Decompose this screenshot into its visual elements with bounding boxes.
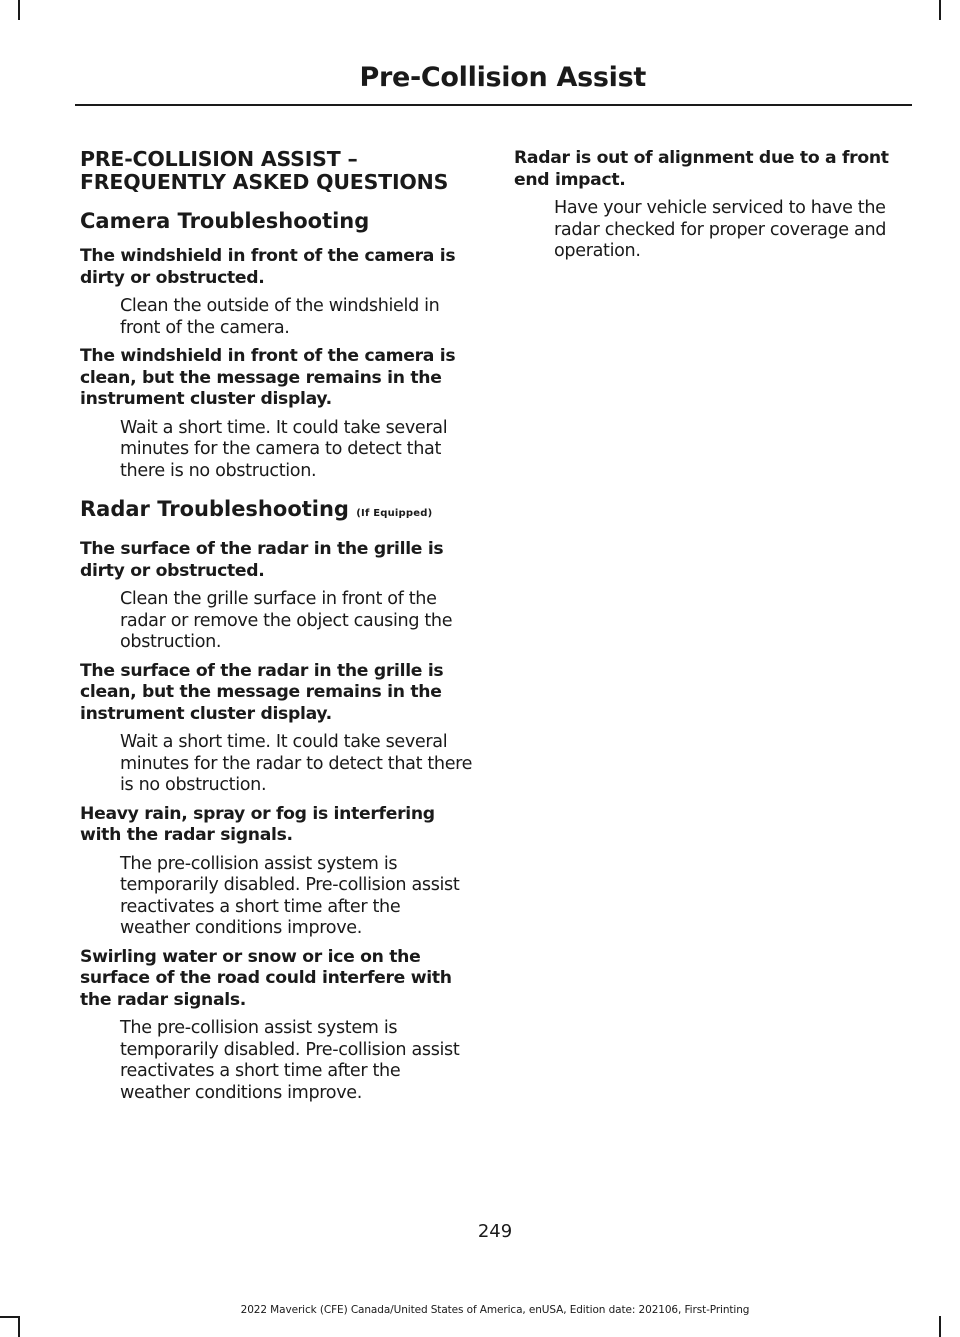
camera-condition-1: The windshield in front of the camera is dirty or obstructed.	[80, 246, 456, 288]
crop-mark-bottom-left	[18, 1316, 20, 1337]
crop-mark-bottom-left-h	[0, 1316, 20, 1318]
section-title: PRE-COLLISION ASSIST – FREQUENTLY ASKED QUESTIONS	[80, 147, 449, 194]
footer-edition-info: 2022 Maverick (CFE) Canada/United States of America, enUSA, Edition date: 202106, First-Printing	[240, 1304, 750, 1316]
radar-action-4: The pre-collision assist system is temporarily disabled. Pre-collision assist reactivates a short time after the weather conditions improve.	[120, 1018, 460, 1103]
radar-condition-2: The surface of the radar in the grille is clean, but the message remains in the instrument cluster display.	[80, 660, 444, 724]
radar-alignment-condition: Radar is out of alignment due to a front end impact.	[514, 148, 889, 190]
radar-condition-1: The surface of the radar in the grille is dirty or obstructed.	[80, 539, 444, 581]
right-column	[514, 148, 910, 270]
radar-condition-3: Heavy rain, spray or fog is interfering with the radar signals.	[80, 803, 435, 845]
page-header-title: Pre-Collision Assist	[359, 62, 646, 93]
camera-action-2: Wait a short time. It could take several minutes for the camera to detect that there is no obstruction.	[120, 417, 448, 481]
crop-mark-bottom-right	[939, 1316, 941, 1337]
camera-action-1: Clean the outside of the windshield in front of the camera.	[120, 296, 440, 338]
camera-condition-2: The windshield in front of the camera is clean, but the message remains in the instrument cluster display.	[80, 346, 456, 409]
radar-action-3: The pre-collision assist system is temporarily disabled. Pre-collision assist reactivates a short time after the weather conditions improve.	[120, 853, 460, 938]
radar-action-2: Wait a short time. It could take several minutes for the radar to detect that there is no obstruction.	[120, 732, 473, 795]
radar-condition-4: Swirling water or snow or ice on the surface of the road could interfere with the radar signals.	[80, 946, 452, 1010]
radar-heading-note: (If Equipped)	[356, 508, 433, 519]
radar-action-1: Clean the grille surface in front of the radar or remove the object causing the obstruction.	[120, 589, 453, 652]
page-number: 249	[477, 1221, 513, 1242]
radar-heading-text: Radar Troubleshooting	[80, 497, 349, 521]
camera-troubleshooting-heading: Camera Troubleshooting	[80, 209, 370, 233]
header-divider	[75, 104, 912, 106]
radar-alignment-action: Have your vehicle serviced to have the radar checked for proper coverage and operation.	[554, 198, 887, 261]
crop-mark-top-left	[18, 0, 20, 20]
left-column	[80, 148, 475, 1111]
crop-mark-top-right	[939, 0, 941, 20]
radar-troubleshooting-heading	[80, 496, 475, 527]
